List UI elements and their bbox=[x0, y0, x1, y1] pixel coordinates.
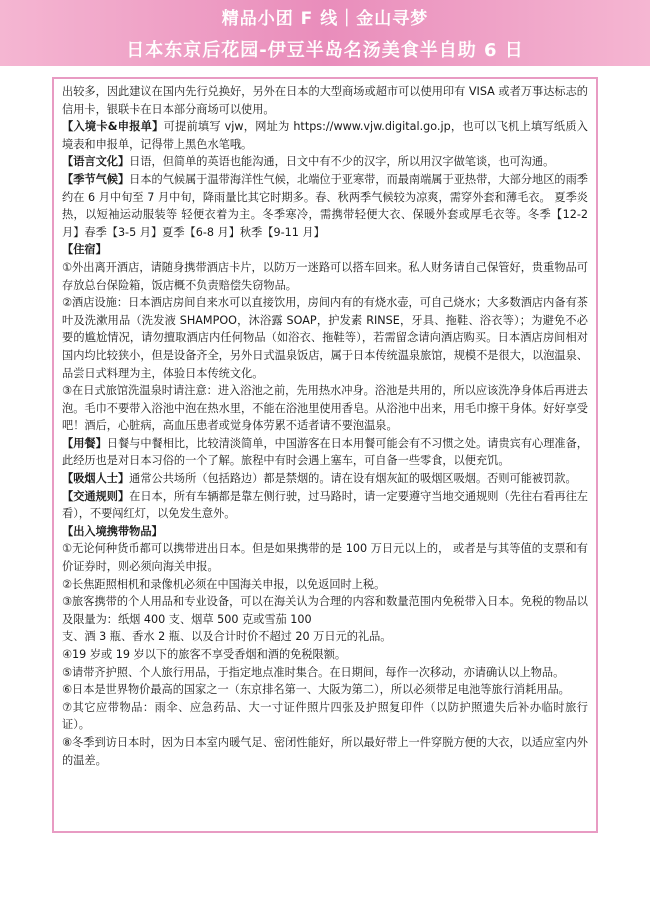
paragraph bbox=[62, 628, 588, 646]
paragraph-text: ③旅客携带的个人用品和专业设备，可以在海关认为合理的内容和数量范围内免税带入日本。免税的物品以及限量为：纸烟 400 支、烟草 500 克或雪茄 100 bbox=[62, 595, 588, 626]
paragraph bbox=[62, 171, 588, 241]
paragraph-text: 日本的气候属于温带海洋性气候，北端位于亚寒带，而最南端属于亚热带，大部分地区的雨季约在 6 月中旬至 7 月中旬，降雨量比其它时期多。春、秋两季气候较为凉爽，需穿外套和薄毛衣。 夏季炎热，以短袖运动服装等 轻便衣着为主。冬季寒冷，需携带轻便大衣、保暖外套或厚毛衣等。冬季【12-2 月】春季【3-5 月】夏季【6-8 月】秋季【9-11 月】 bbox=[62, 172, 588, 239]
paragraph-text: ②酒店设施：日本酒店房间自来水可以直接饮用，房间内有的有烧水壶，可自己烧水；大多数酒店内备有茶叶及洗漱用品（洗发液 SHAMPOO，沐浴露 SOAP，护发素 RINSE，牙具、拖鞋、浴衣等）；为避免不必要的尴尬情况，请勿擅取酒店内任何物品（如浴衣、拖鞋等），若需留念请向酒店购买。日本酒店房间相对国内均比较狭小，但是设备齐全，另外日式温泉饭店，属于日本传统温泉旅馆，规模不是很大，以泡温泉、品尝日式料理为主，体验日本传统文化。 bbox=[62, 296, 588, 380]
content-frame bbox=[52, 77, 598, 833]
paragraph bbox=[62, 488, 588, 523]
section-heading: 【住宿】 bbox=[62, 243, 107, 257]
section-heading: 【用餐】 bbox=[62, 436, 107, 450]
paragraph-text: ⑦其它应带物品：雨伞、应急药品、大一寸证件照片四张及护照复印件（以防护照遗失后补办临时旅行证）。 bbox=[62, 700, 588, 732]
paragraph bbox=[62, 523, 588, 541]
paragraph bbox=[62, 540, 588, 575]
paragraph-text: 日餐与中餐相比，比较清淡简单，中国游客在日本用餐可能会有不习惯之处。请贵宾有心理准备，此经历也是对日本习俗的一个了解。旅程中有时会遇上塞车，可自备一些零食，以便充饥。 bbox=[62, 436, 588, 468]
paragraph-text: 支、酒 3 瓶、香水 2 瓶、以及合计时价不超过 20 万日元的礼品。 bbox=[62, 630, 392, 644]
paragraph bbox=[62, 664, 588, 682]
paragraph-text: ④19 岁或 19 岁以下的旅客不享受香烟和酒的免税限额。 bbox=[62, 648, 347, 661]
paragraph-text: ①无论何种货币都可以携带进出日本。但是如果携带的是 100 万日元以上的， 或者是与其等值的支票和有价证券时，则必须向海关申报。 bbox=[62, 542, 588, 574]
paragraph bbox=[62, 153, 588, 171]
paragraph bbox=[62, 593, 588, 628]
section-heading: 【入境卡&申报单】 bbox=[62, 120, 164, 134]
paragraph bbox=[62, 83, 588, 118]
section-heading: 【吸烟人士】 bbox=[62, 472, 130, 486]
paragraph-text: ⑥日本是世界物价最高的国家之一（东京排名第一、大阪为第二），所以必须带足电池等旅行消耗用品。 bbox=[62, 683, 570, 697]
paragraph-text: ①外出离开酒店，请随身携带酒店卡片，以防万一迷路可以搭车回来。私人财务请自己保管好，贵重物品可存放总台保险箱，饭店概不负责赔偿失窃物品。 bbox=[62, 260, 588, 292]
paragraph bbox=[62, 470, 588, 488]
paragraph bbox=[62, 646, 588, 664]
paragraph bbox=[62, 382, 588, 435]
page-header bbox=[0, 0, 650, 66]
paragraph-text: 通常公共场所（包括路边）都是禁烟的。请在设有烟灰缸的吸烟区吸烟。否则可能被罚款。 bbox=[129, 472, 577, 486]
paragraph-text: 出较多，因此建议在国内先行兑换好，另外在日本的大型商场或超市可以使用印有 VISA 或者万事达标志的信用卡，银联卡在日本部分商场可以使用。 bbox=[62, 85, 588, 116]
paragraph-text: ③在日式旅馆洗温泉时请注意：进入浴池之前，先用热水冲身。浴池是共用的，所以应该洗净身体后再进去泡。毛巾不要带入浴池中泡在热水里，不能在浴池里使用香皂。从浴池中出来，用毛巾擦干身体。好好享受吧！酒后，心脏病，高血压患者或觉身体劳累不适者请不要泡温泉。 bbox=[62, 384, 588, 433]
paragraph bbox=[62, 699, 588, 734]
tour-subtitle: 日本东京后花园-伊豆半岛名汤美食半自助 6 日 bbox=[126, 40, 524, 61]
paragraph-text: 可提前填写 vjw，网址为 https://www.vjw.digital.go.jp，也可以飞机上填写纸质入境表和申报单，记得带上黑色水笔哦。 bbox=[62, 120, 588, 151]
section-heading: 【语言文化】 bbox=[62, 155, 130, 169]
paragraph-text: 日语，但简单的英语也能沟通，日文中有不少的汉字，所以用汉字做笔谈，也可沟通。 bbox=[129, 155, 555, 169]
paragraph bbox=[62, 259, 588, 294]
section-heading: 【季节气候】 bbox=[62, 172, 130, 186]
paragraph bbox=[62, 576, 588, 594]
paragraph-text: ⑧冬季到访日本时，因为日本室内暖气足、密闭性能好，所以最好带上一件穿脱方便的大衣，以适应室内外的温差。 bbox=[62, 735, 588, 767]
paragraph-text: ②长焦距照相机和录像机必须在中国海关申报，以免返回时上税。 bbox=[62, 577, 386, 591]
paragraph bbox=[62, 435, 588, 470]
content-body bbox=[62, 83, 588, 769]
paragraph bbox=[62, 734, 588, 769]
tour-title: 精品小团 F 线｜金山寻梦 bbox=[221, 9, 429, 29]
paragraph-text: ⑤请带齐护照、个人旅行用品，于指定地点准时集合。在日期间，每作一次移动，亦请确认以上物品。 bbox=[62, 665, 565, 679]
section-heading: 【交通规则】 bbox=[62, 489, 130, 503]
paragraph bbox=[62, 241, 588, 259]
paragraph bbox=[62, 294, 588, 382]
paragraph bbox=[62, 681, 588, 699]
section-heading: 【出入境携带物品】 bbox=[62, 524, 163, 538]
paragraph bbox=[62, 118, 588, 153]
paragraph-text: 在日本，所有车辆都是靠左侧行驶，过马路时，请一定要遵守当地交通规则（先往右看再往左看），不要闯红灯，以免发生意外。 bbox=[62, 489, 588, 521]
